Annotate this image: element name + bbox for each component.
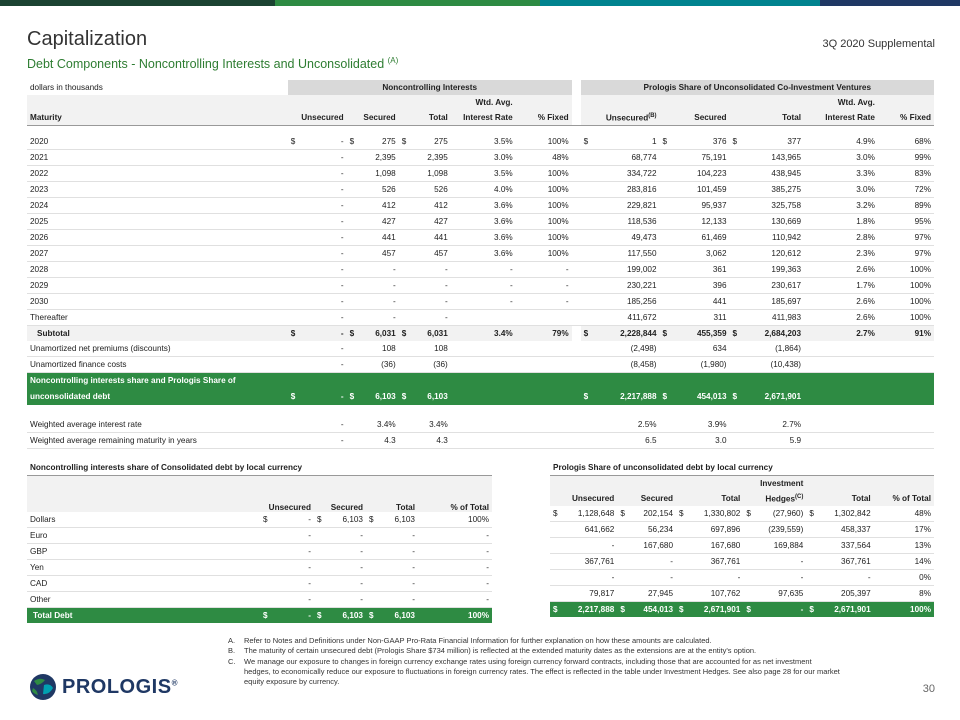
prologis-logo <box>28 673 178 701</box>
nci-fixed-header: % Fixed <box>537 113 569 122</box>
nci-currency-row: GBP - - - - <box>27 543 492 559</box>
maturity-row: 2027 - 457 457 3.6% 100% 117,550 3,062 120,612 2.3% 97% <box>27 246 934 262</box>
pls-interest-rate-header: Interest Rate <box>825 113 875 122</box>
nci-currency-row: CAD - - - - <box>27 575 492 591</box>
pls-currency-row: 367,761 - 367,761 - 367,761 14% <box>550 554 934 570</box>
page-title: Capitalization <box>27 28 148 50</box>
globe-icon <box>28 673 58 701</box>
nci-currency-title: Noncontrolling interests share of Consolidated debt by local currency <box>27 460 492 476</box>
maturity-row: 2020 $ - $ 275 $ 275 3.5% 100% $ 1 $ 376 $ 377 4.9% 68% <box>27 134 934 150</box>
maturity-row: Thereafter - - - 411,672 311 411,983 2.6% 100% <box>27 310 934 326</box>
top-color-bar <box>0 0 960 6</box>
nci-currency-row: Dollars $ - $ 6,103 $ 6,103 100% <box>27 512 492 528</box>
maturity-row: 2022 - 1,098 1,098 3.5% 100% 334,722 104,223 438,945 3.3% 83% <box>27 166 934 182</box>
pls-currency-row: 641,662 56,234 697,896 (239,559) 458,337 17% <box>550 522 934 538</box>
pls-currency-title: Prologis Share of unconsolidated debt by local currency <box>550 460 934 476</box>
pls-unsecured-header: Unsecured$^{(B)}$ <box>605 112 657 123</box>
adjustment-row: Unamortized finance costs - (36) (36) (8,458) (1,980) (10,438) <box>27 357 934 373</box>
weighted-maturity-row: Weighted average remaining maturity in years - 4.3 4.3 6.5 3.0 5.9 <box>27 433 934 449</box>
pls-fixed-header: % Fixed <box>900 113 931 122</box>
logo-text: PROLOGIS® <box>62 675 178 698</box>
nci-currency-table: Noncontrolling interests share of Consolidated debt by local currency Unsecured Secured Total % of Total Dollars $ - $ 6,103 $ 6,103 100% Euro - - - - GBP - - - - Yen - - - - CAD - - - - Other - - - - Total Debt $ - $ 6,103 $ 6,103 100% <box>27 460 492 623</box>
maturity-header: Maturity <box>30 113 62 122</box>
total-share-row-values: unconsolidated debt $ - $ 6,103 $ 6,103 $ 2,217,888 $ 454,013 $ 2,671,901 <box>27 388 934 405</box>
supplemental-label: 3Q 2020 Supplemental <box>822 38 935 50</box>
pls-group-header: Prologis Share of Unconsolidated Co-Investment Ventures <box>581 80 934 95</box>
footnotes <box>228 636 840 687</box>
pls-currency-table: Prologis Share of unconsolidated debt by local currency Investment Unsecured Secured Total Hedges$^{(C)}$ Total % of Total $ 1,128,648 $ 202,154 $ 1,330,802 $ (27,960) $ 1,302,842 48% 641,662 56,234 697,896 (239,559) 458,337 17% - 167,680 167,680 169,884 337,564 13% 367,761 - 367,761 - 367,761 14% - - - - - 0% 79,817 27,945 107,762 97,635 205,397 8% $ 2,217,888 $ 454,013 $ 2,671,901 $ - $ 2,671,901 100% <box>550 460 934 617</box>
nci-unsecured-header: Unsecured <box>301 113 344 122</box>
maturity-row: 2026 - 441 441 3.6% 100% 49,473 61,469 110,942 2.8% 97% <box>27 230 934 246</box>
footnote-c: C. We manage our exposure to changes in foreign currency exchange rates using foreign currency forward contracts, including those that are accounted for as net investment hedges, to economically reduce our exposure to fluctuations in foreign currency rates. The effect is reflected in the table under Investment Hedges. See also page 28 for our market equity exposure by currency. <box>228 656 840 687</box>
weighted-rate-row: Weighted average interest rate - 3.4% 3.4% 2.5% 3.9% 2.7% <box>27 417 934 433</box>
maturity-row: 2029 - - - - - 230,221 396 230,617 1.7% 100% <box>27 278 934 294</box>
nci-currency-row: Yen - - - - <box>27 559 492 575</box>
nci-total-debt-row: Total Debt $ - $ 6,103 $ 6,103 100% <box>27 607 492 623</box>
nci-group-header: Noncontrolling Interests <box>288 80 572 95</box>
page-subtitle: Debt Components - Noncontrolling Interests and Unconsolidated $^{(A)}$ <box>27 56 399 72</box>
pls-currency-row: - - - - - 0% <box>550 570 934 586</box>
maturity-row: 2025 - 427 427 3.6% 100% 118,536 12,133 130,669 1.8% 95% <box>27 214 934 230</box>
maturity-row: 2023 - 526 526 4.0% 100% 283,816 101,459 385,275 3.0% 72% <box>27 182 934 198</box>
pls-currency-row: $ 1,128,648 $ 202,154 $ 1,330,802 $ (27,960) $ 1,302,842 48% <box>550 506 934 522</box>
total-share-row: Noncontrolling interests share and Prologis Share of <box>27 373 934 389</box>
nci-total-header: Total <box>428 113 448 122</box>
adjustment-row: Unamortized net premiums (discounts) - 108 108 (2,498) 634 (1,864) <box>27 341 934 357</box>
maturity-row: 2028 - - - - - 199,002 361 199,363 2.6% 100% <box>27 262 934 278</box>
maturity-row: 2030 - - - - - 185,256 441 185,697 2.6% 100% <box>27 294 934 310</box>
nci-currency-row: Other - - - - <box>27 591 492 607</box>
footnote-b: B. The maturity of certain unsecured debt (Prologis Share $734 million) is reflected at the extended maturity dates as the extensions are at the entity's option. <box>228 646 757 656</box>
nci-currency-row: Euro - - - - <box>27 527 492 543</box>
nci-wtd-avg-header: Wtd. Avg. <box>475 98 513 107</box>
page-number: 30 <box>922 683 935 695</box>
subtotal-row: Subtotal $ - $ 6,031 $ 6,031 3.4% 79% $ 2,228,844 $ 455,359 $ 2,684,203 2.7% 91% <box>27 326 934 342</box>
pls-wtd-avg-header: Wtd. Avg. <box>837 98 875 107</box>
footnote-a: A. Refer to Notes and Definitions under Non-GAAP Pro-Rata Financial Information for further explanation on how these amounts are calculated. <box>228 636 712 645</box>
nci-interest-rate-header: Interest Rate <box>463 113 513 122</box>
pls-total-header: Total <box>782 113 802 122</box>
pls-total-debt-row: $ 2,217,888 $ 454,013 $ 2,671,901 $ - $ 2,671,901 100% <box>550 602 934 618</box>
pls-currency-row: - 167,680 167,680 169,884 337,564 13% <box>550 538 934 554</box>
maturity-row: 2024 - 412 412 3.6% 100% 229,821 95,937 325,758 3.2% 89% <box>27 198 934 214</box>
nci-secured-header: Secured <box>363 113 396 122</box>
maturity-row: 2021 - 2,395 2,395 3.0% 48% 68,774 75,191 143,965 3.0% 99% <box>27 150 934 166</box>
units-label: dollars in thousands <box>30 83 103 92</box>
pls-currency-row: 79,817 27,945 107,762 97,635 205,397 8% <box>550 586 934 602</box>
pls-secured-header: Secured <box>694 113 727 122</box>
maturity-table <box>27 80 934 449</box>
